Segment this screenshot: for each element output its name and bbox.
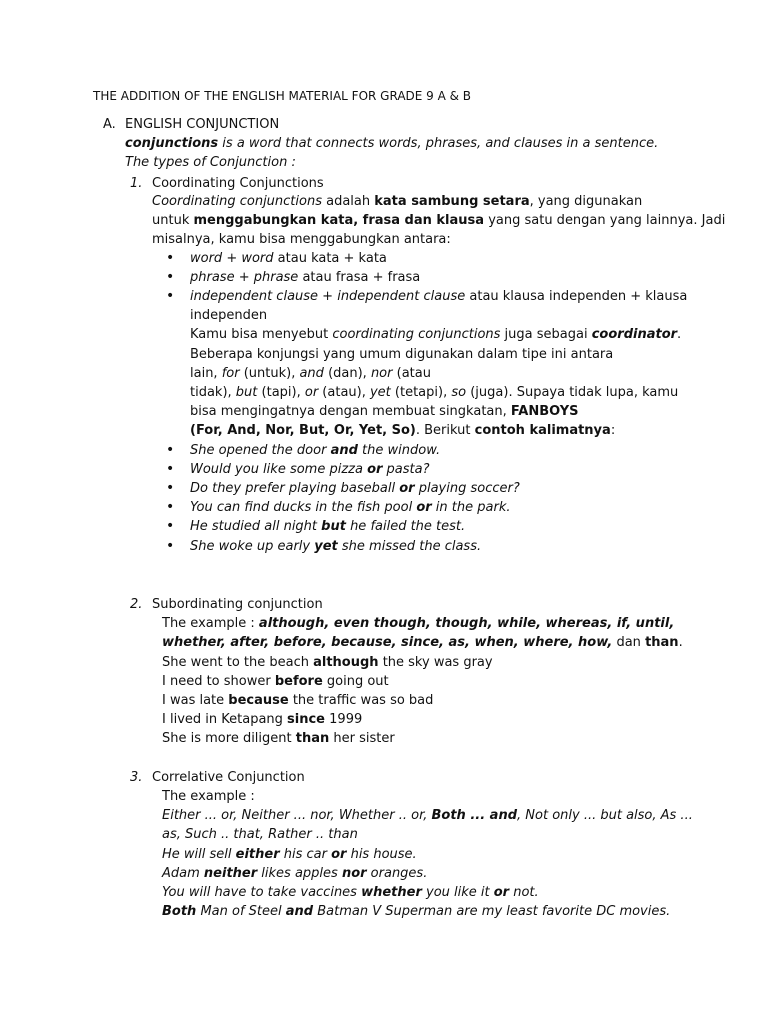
list-number: 1. <box>130 176 143 191</box>
example-sentence: Both Man of Steel and Batman V Superman are my least favorite DC movies. <box>162 904 671 919</box>
bullet-icon: • <box>166 250 175 266</box>
example-sentence: She went to the beach although the sky was gray <box>162 655 493 670</box>
bullet-icon: • <box>166 518 175 534</box>
example-line: Either ... or, Neither ... nor, Whether .. or, Both ... and, Not only ... but also, As ... <box>162 808 693 823</box>
bullet-icon: • <box>166 480 175 496</box>
paragraph-line: lain, for (untuk), and (dan), nor (atau <box>190 366 431 381</box>
example-label: The example : <box>162 789 255 804</box>
example-sentence: She opened the door and the window. <box>190 443 441 458</box>
example-line: The example : although, even though, though, while, whereas, if, until, <box>162 616 675 631</box>
paragraph-line: tidak), but (tapi), or (atau), yet (tetapi), so (juga). Supaya tidak lupa, kamu <box>190 385 679 400</box>
bullet-icon: • <box>166 288 175 304</box>
definition-line: conjunctions is a word that connects words, phrases, and clauses in a sentence. <box>125 136 659 151</box>
bullet-icon: • <box>166 461 175 477</box>
paragraph-line: untuk menggabungkan kata, frasa dan klausa yang satu dengan yang lainnya. Jadi <box>152 213 726 228</box>
example-line: whether, after, before, because, since, as, when, where, how, dan than. <box>162 635 683 650</box>
list-item-continuation: independen <box>190 308 268 323</box>
coordinating-heading: Coordinating Conjunctions <box>152 176 324 191</box>
example-sentence: You will have to take vaccines whether you like it or not. <box>162 885 539 900</box>
list-number: 3. <box>130 770 143 785</box>
section-marker: A. <box>103 117 116 132</box>
section-heading: ENGLISH CONJUNCTION <box>125 117 280 132</box>
bullet-icon: • <box>166 269 175 285</box>
types-label: The types of Conjunction : <box>125 155 296 170</box>
list-item: phrase + phrase atau frasa + frasa <box>190 270 421 285</box>
example-sentence: You can find ducks in the fish pool or in the park. <box>190 500 511 515</box>
bullet-icon: • <box>166 499 175 515</box>
definition-term: conjunctions <box>125 136 219 151</box>
bullet-icon: • <box>166 538 175 554</box>
example-sentence: I lived in Ketapang since 1999 <box>162 712 363 727</box>
paragraph-line: misalnya, kamu bisa menggabungkan antara: <box>152 232 451 247</box>
bullet-icon: • <box>166 442 175 458</box>
list-item: word + word atau kata + kata <box>190 251 387 266</box>
example-sentence: He will sell either his car or his house. <box>162 847 417 862</box>
example-sentence: She woke up early yet she missed the class. <box>190 539 482 554</box>
example-sentence: Adam neither likes apples nor oranges. <box>162 866 428 881</box>
example-sentence: Do they prefer playing baseball or playing soccer? <box>190 481 520 496</box>
example-line: as, Such .. that, Rather .. than <box>162 827 358 842</box>
paragraph-line: (For, And, Nor, But, Or, Yet, So). Berikut contoh kalimatnya: <box>190 423 616 438</box>
list-number: 2. <box>130 597 143 612</box>
example-sentence: She is more diligent than her sister <box>162 731 395 746</box>
example-sentence: He studied all night but he failed the test. <box>190 519 466 534</box>
example-sentence: Would you like some pizza or pasta? <box>190 462 430 477</box>
example-sentence: I was late because the traffic was so bad <box>162 693 434 708</box>
paragraph-line: Kamu bisa menyebut coordinating conjunctions juga sebagai coordinator. <box>190 327 682 342</box>
list-item: independent clause + independent clause atau klausa independen + klausa <box>190 289 688 304</box>
example-sentence: I need to shower before going out <box>162 674 389 689</box>
doc-title: THE ADDITION OF THE ENGLISH MATERIAL FOR GRADE 9 A & B <box>93 89 472 103</box>
paragraph-line: Coordinating conjunctions adalah kata sambung setara, yang digunakan <box>152 194 643 209</box>
paragraph-line: Beberapa konjungsi yang umum digunakan dalam tipe ini antara <box>190 347 614 362</box>
correlative-heading: Correlative Conjunction <box>152 770 305 785</box>
subordinating-heading: Subordinating conjunction <box>152 597 323 612</box>
paragraph-line: bisa mengingatnya dengan membuat singkatan, FANBOYS <box>190 404 579 419</box>
